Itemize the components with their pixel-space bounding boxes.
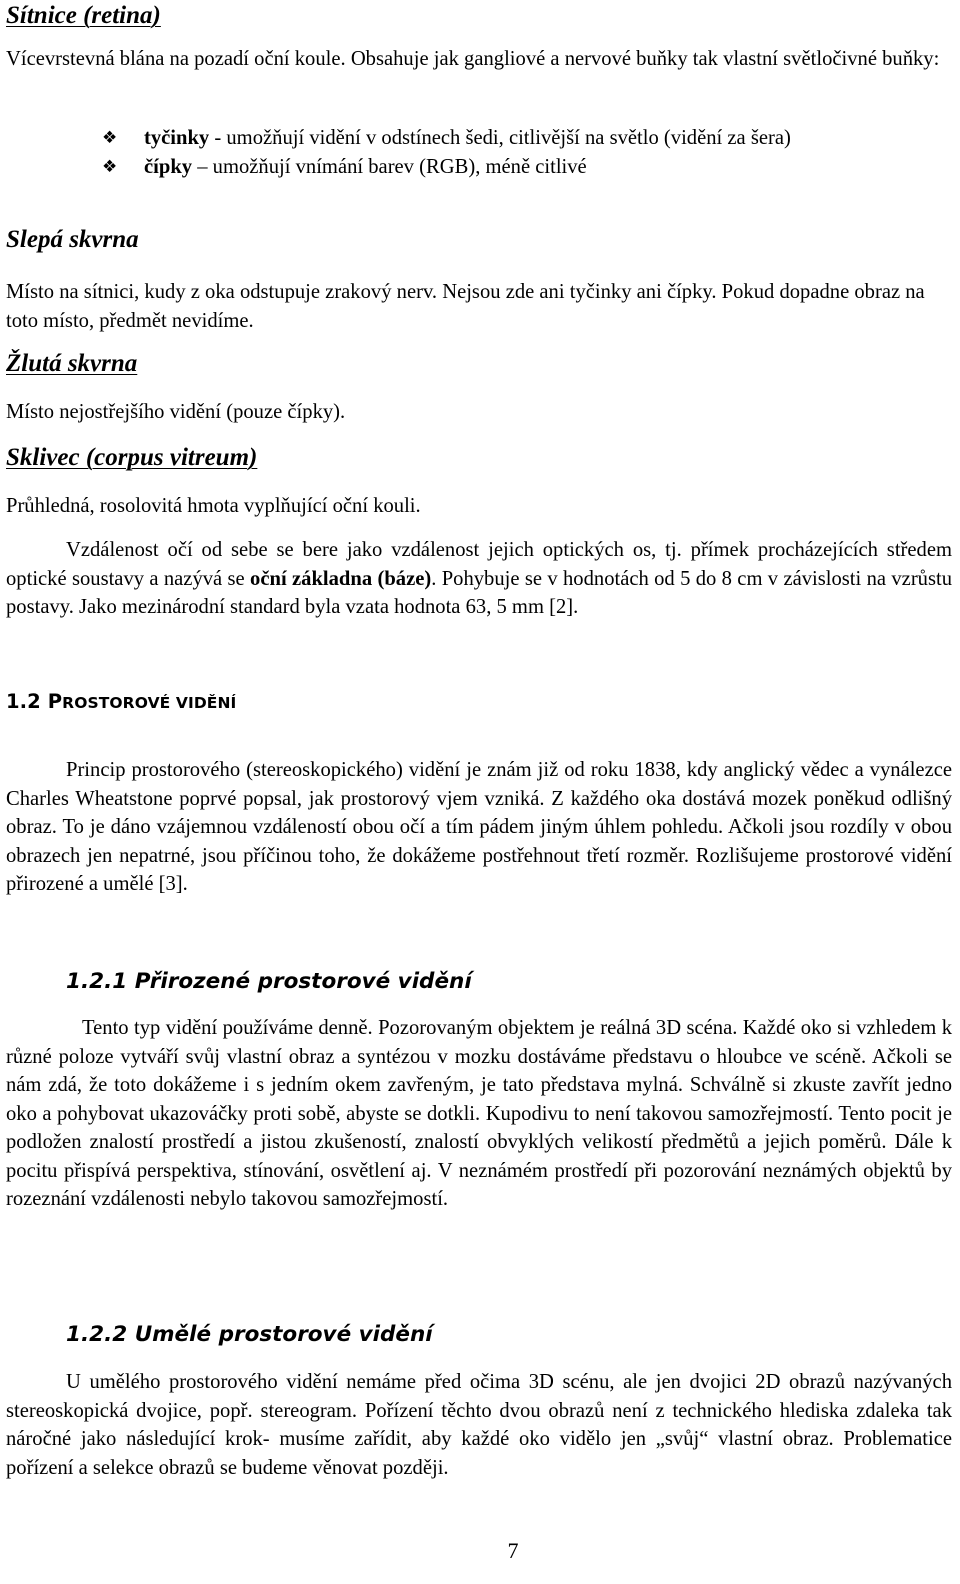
diamond-bullet-icon: ❖ [102,156,118,177]
desc-cones: – umožňují vnímání barev (RGB), méně citlivé [192,155,587,178]
paragraph-blind-spot: Místo na sítnici, kudy z oka odstupuje zrakový nerv. Nejsou zde ani tyčinky ani čípky. Pokud dopadne obraz na toto místo, předmět nevidíme. [6,281,925,332]
page-number: 7 [507,1538,519,1563]
paragraph-stereo-principle: Princip prostorového (stereoskopického) vidění je znám již od roku 1838, kdy anglický vědec a vynálezce Charles Wheatstone poprvé popsal, jak prostorový vjem vzniká. Z každého oka dostává mozek poněkud odlišný obraz. To je dáno vzájemnou vzdáleností obou očí a tím pádem jiným úhlem pohledu. Ačkoli jsou rozdíly v obou obrazech jen nepatrné, jsou příčinou toho, že dokážeme postřehnout třetí rozměr. Rozlišujeme prostorové vidění přirozené a umělé [3]. [6,759,952,895]
section-heading-natural: 1.2.1 Přirozené prostorové vidění [66,969,472,994]
heading-retina: Sítnice (retina) [6,2,161,29]
chapter-title-rest: ROSTOROVÉ VIDĚNÍ [62,694,237,712]
diamond-bullet-icon: ❖ [102,128,118,148]
paragraph-retina-intro: Vícevrstevná blána na pozadí oční koule. Obsahuje jak gangliové a nervové buňky tak vlastní světločivné buňky: [6,48,940,70]
paragraph-artificial: U umělého prostorového vidění nemáme před očima 3D scénu, ale jen dvojici 2D obrazů nazývaných stereoskopická dvojice, popř. stereogram. Pořízení těchto dvou obrazů není z technického hlediska zdaleka tak náročné jako následující krok- musíme zařídit, aby každé oko vidělo jen „svůj“ vlastní obraz. Problematice pořízení a selekce obrazů se budeme věnovat později. [6,1371,952,1479]
paragraph-natural: Tento typ vidění používáme denně. Pozorovaným objektem je reálná 3D scéna. Každé oko si vzhledem k různé poloze vytváří svůj vlastní obraz a syntézou v mozku dostáváme představu o hloubce ve scéně. Ačkoli se nám zdá, že toto dokážeme i s jedním okem zavřeným, je tato představa mylná. Schválně si zkuste zavřít jedno oko a pohybovat ukazováčky proti sobě, abyste se dotkli. Kupodivu to není takovou samozřejmostí. Tento pocit je podložen znalostí prostředí a jistou zkušeností, znalostí obvyklých velikostí předmětů a jejich poměrů. Dále k pocitu přispívá perspektiva, stínování, osvětlení aj. V neznámém prostředí při pozorování neznámých objektů by rozeznání vzdálenosti nebylo takovou samozřejmostí. [6,1017,952,1210]
paragraph-eye-base: Vzdálenost očí od sebe se bere jako vzdálenost jejich optických os, tj. přímek procházejících středem optické soustavy a nazývá se oční základna (báze). Pohybuje se v hodnotách od 5 do 8 cm v závislosti na vzrůstu postavy. Jako mezinárodní standard byla vzata hodnota 63, 5 mm [2]. [6,539,953,618]
list-item-cones [102,153,952,182]
section-heading-artificial: 1.2.2 Umělé prostorové vidění [66,1322,433,1347]
heading-blind-spot: Slepá skvrna [6,226,139,253]
paragraph-vitreous: Průhledná, rosolovitá hmota vyplňující oční kouli. [6,495,421,517]
chapter-heading [6,690,236,713]
chapter-title-first-letter: P [47,690,63,713]
paragraph-yellow-spot: Místo nejostřejšího vidění (pouze čípky). [6,401,346,423]
term-eye-base: oční základna (báze) [250,567,432,590]
term-rods: tyčinky [144,127,210,149]
chapter-number: 1.2 [6,690,41,713]
heading-vitreous: Sklivec (corpus vitreum) [6,444,258,471]
term-cones: čípky [144,155,193,178]
photoreceptor-list [102,124,952,181]
heading-yellow-spot: Žlutá skvrna [6,350,138,377]
desc-rods: - umožňují vidění v odstínech šedi, citlivější na světlo (vidění za šera) [209,127,791,149]
list-item-rods [102,124,952,153]
